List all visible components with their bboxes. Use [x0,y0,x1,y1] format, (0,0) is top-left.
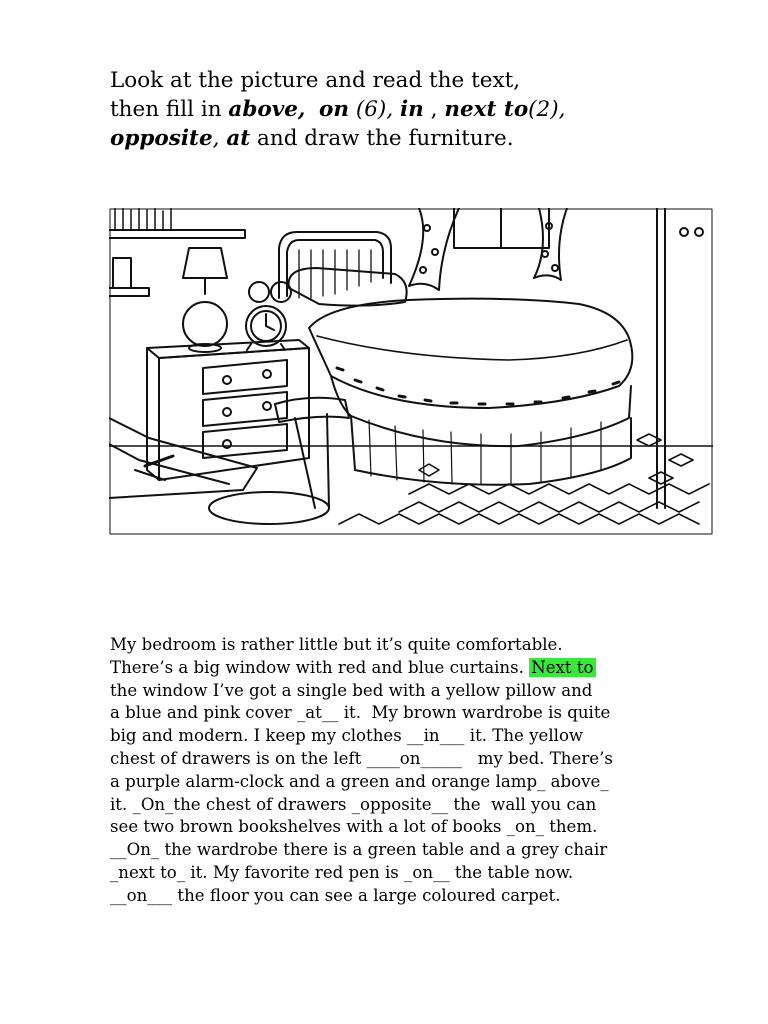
instructions [110,66,710,153]
reading-passage [110,634,730,908]
passage-line-1: My bedroom is rather little but it’s quite comfortable. [110,635,563,654]
word-next-to: next to [444,97,529,122]
word-opposite-separator: , [212,126,220,151]
word-on-count: (6), [355,97,394,122]
passage-line-7: a purple alarm-clock and a green and orange lamp_ above_ [110,771,609,791]
word-next-to-count: (2), [528,97,566,122]
instruction-line-3-suffix: and draw the furniture [257,126,507,151]
passage-line-3: the window I’ve got a single bed with a yellow pillow and [110,680,593,700]
instruction-line-1: Look at the picture and read the text, [110,68,521,93]
word-in-separator: , [430,97,438,122]
word-in: in [400,97,424,122]
word-on: on [319,97,350,122]
passage-line-6: chest of drawers is on the left ____on_____ my bed. There’s [110,748,613,768]
highlighted-answer: Next to [531,657,594,677]
passage-line-10: __On_ the wardrobe there is a green table and a grey chair [110,840,608,860]
bedroom-illustration [109,208,713,535]
passage-line-2 [110,657,730,680]
passage-line-4: a blue and pink cover _at__ it. My brown wardrobe is quite [110,703,611,723]
word-opposite: opposite [110,126,213,151]
instruction-line-2-prefix: then fill in [110,97,229,122]
word-at: at [226,126,251,151]
instruction-line-3-end: . [506,126,514,151]
passage-line-12: __on___ the floor you can see a large coloured carpet. [110,885,561,905]
passage-line-11: _next to_ it. My favorite red pen is _on__ the table now. [110,862,574,882]
passage-line-9: see two brown bookshelves with a lot of books _on_ them. [110,817,598,837]
passage-line-8: it. _On_the chest of drawers _opposite__ the wall you can [110,794,597,814]
passage-line-5: big and modern. I keep my clothes __in___ it. The yellow [110,726,584,746]
passage-line-2-text: There’s a big window with red and blue curtains. [110,657,530,677]
word-above: above, [228,97,306,122]
